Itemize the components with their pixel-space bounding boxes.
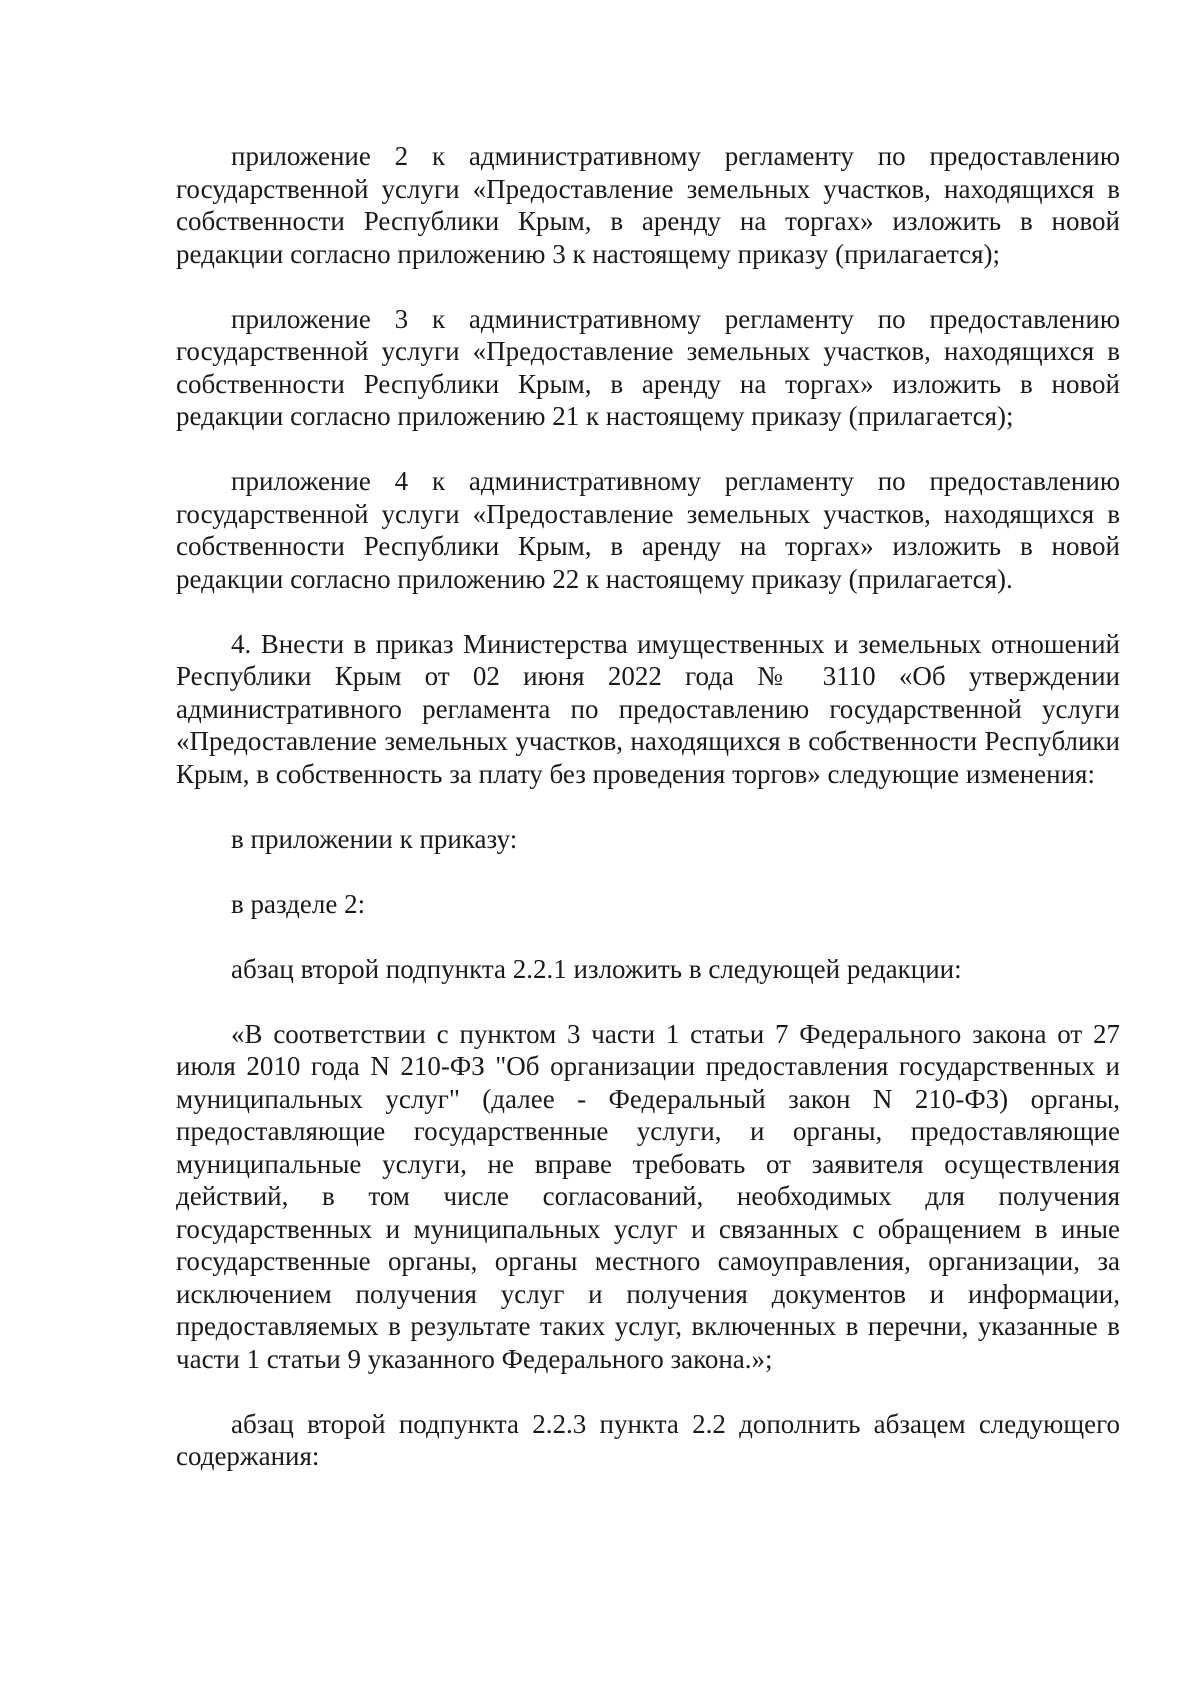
- paragraph-subitem-2-2-1: абзац второй подпункта 2.2.1 изложить в следующей редакции:: [231, 953, 962, 984]
- paragraph-annex-2: приложение 2 к административному регламенту по предоставлению государственной услуги «Предоставление земельных участков, находящихся в собственности Республики Крым, в аренду на торгах» изложить в новой редакции согласно приложению 3 к настоящему приказу (прилагается);: [176, 141, 1120, 269]
- document-body: [176, 140, 1120, 1473]
- paragraph-quoted-text: «В соответствии с пунктом 3 части 1 статьи 7 Федерального закона от 27 июля 2010 года N 210-ФЗ "Об организации предоставления государственных и муниципальных услуг" (далее - Федеральный закон N 210-ФЗ) органы, предоставляющие государственные услуги, и органы, предоставляющие муниципальные услуги, не вправе требовать от заявителя осуществления действий, в том числе согласований, необходимых для получения государственных и муниципальных услуг и связанных с обращением в иные государственные органы, органы местного самоуправления, организации, за исключением получения услуг и получения документов и информации, предоставляемых в результате таких услуг, включенных в перечни, указанные в части 1 статьи 9 указанного Федерального закона.»;: [176, 1018, 1120, 1374]
- paragraph-subitem-2-2-3: абзац второй подпункта 2.2.3 пункта 2.2 дополнить абзацем следующего содержания:: [176, 1408, 1120, 1471]
- paragraph-section-2: в разделе 2:: [231, 888, 366, 919]
- paragraph-annex-3: приложение 3 к административному регламенту по предоставлению государственной услуги «Предоставление земельных участков, находящихся в собственности Республики Крым, в аренду на торгах» изложить в новой редакции согласно приложению 21 к настоящему приказу (прилагается);: [176, 303, 1120, 431]
- paragraph-item-4: 4. Внести в приказ Министерства имущественных и земельных отношений Республики Крым от 02 июня 2022 года № 3110 «Об утверждении административного регламента по предоставлению государственной услуги «Предоставление земельных участков, находящихся в собственности Республики Крым, в собственность за плату без проведения торгов» следующие изменения:: [176, 628, 1120, 789]
- paragraph-annex-4: приложение 4 к административному регламенту по предоставлению государственной услуги «Предоставление земельных участков, находящихся в собственности Республики Крым, в аренду на торгах» изложить в новой редакции согласно приложению 22 к настоящему приказу (прилагается).: [176, 466, 1120, 594]
- paragraph-in-annex: в приложении к приказу:: [231, 823, 518, 854]
